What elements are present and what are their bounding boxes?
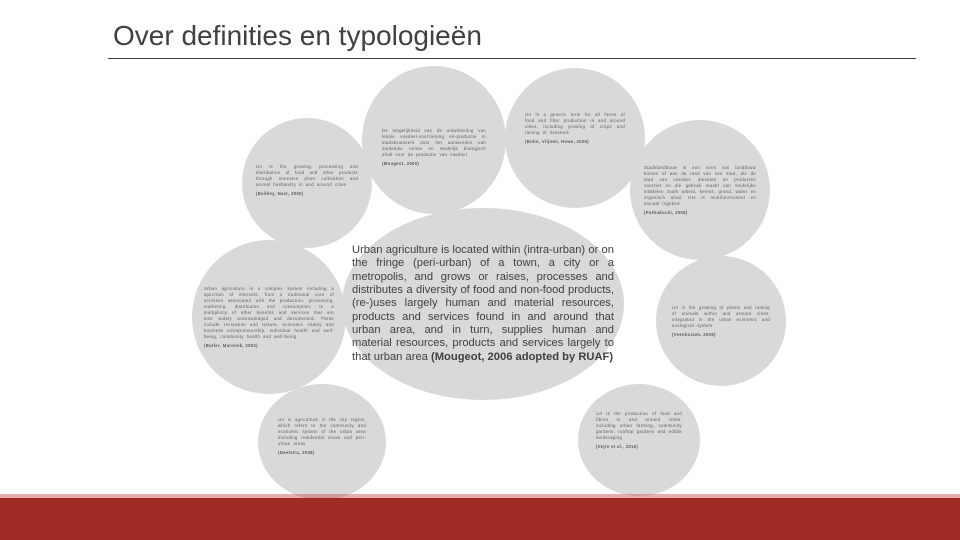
bubble-text: UA is the production of food and fibres in and around cities, including urban farming, community gardens, rooftop gardens and edible landscaping — [596, 410, 682, 440]
slide-title: Over definities en typologieën — [113, 20, 482, 51]
central-definition — [342, 208, 624, 400]
definition-bubble-8 — [578, 384, 700, 496]
bubble-source: (Vejre et al., 2016) — [596, 443, 639, 449]
central-definition-text — [352, 244, 614, 364]
bubble-text: UA is the growing of plants and raising of animals within and around cities, integrated in the urban economic and ecological system — [672, 304, 770, 328]
title-underline — [108, 58, 916, 59]
bubble-source: (Bailkey, Nasr, 2000) — [256, 190, 304, 196]
definition-bubble-2 — [505, 68, 645, 208]
bubble-text: UA is a generic term for all forms of food and fiber production in and around cities, including growing of crops and raising of livestock — [525, 111, 625, 135]
definition-bubble-4 — [192, 240, 346, 394]
footer-bar — [0, 498, 960, 540]
bubble-text: Stadslandbouw is een vorm van landbouw binnen of aan de rand van een stad, die de stad van voedsel, diensten en producten voorziet en die gebruik maakt van stedelijke middelen zoals arbeid, kennis, grond, water en organisch afval. Het is multifunctioneel en sociaal ingebed. — [644, 164, 756, 206]
central-text: Urban agriculture is located within (intra-urban) or on the fringe (peri-urban) of a town, a city or a metropolis, and grows or raises, processes and distributes a diversity of food and non-food products, (re-)uses largely human and material resources, products and services found in and around that urban area, and in turn, supplies human and material resources, products and services largely to that urban area — [352, 244, 614, 363]
definition-bubble-6 — [656, 256, 786, 386]
bubble-text: UA is the growing, processing and distribution of food and other products through intensive plant cultivation and animal husbandry in and around cities — [256, 163, 358, 187]
bubble-text: De mogelijkheid van de ontwikkeling van lokale voedsel-voorziening en-productie in stadsbewoners door het aanwenden van stedelijke ruimte en stedelijk biologisch afval voor de productie van voedsel — [382, 127, 486, 157]
definition-bubble-5 — [630, 120, 770, 260]
bubble-source: (Deelstra, 2008) — [278, 449, 315, 455]
bubble-source: (Butler, Maronek, 2002) — [204, 342, 258, 348]
bubble-source: (Pothukuchi, 2008) — [644, 209, 688, 215]
bubble-text: Urban agriculture is a complex system including a spectrum of interests, from a traditional core of activities associated with the production, processing, marketing, distribution and consumption, to a multiplicity of other benefits and services that are less widely acknowledged and documented. These include recreation and leisure, economic vitality and business entrepreneurship, individual health and well-being, community health and well-being — [204, 285, 334, 339]
definition-bubble-1 — [362, 66, 506, 214]
definition-bubble-7 — [258, 384, 386, 500]
bubble-text: UA is agriculture in the city region, which refers to the community and economic system of the urban area including residential areas and peri-urban areas — [278, 416, 366, 446]
central-source: (Mougeot, 2006 adopted by RUAF) — [431, 350, 614, 363]
bubble-source: (Veenhuizen, 2006) — [672, 331, 716, 337]
bubble-source: (Mougeot, 2000) — [382, 160, 420, 166]
definition-bubble-3 — [242, 118, 372, 248]
bubble-source: (Bohn, Viljoen, Howe, 2005) — [525, 138, 590, 144]
